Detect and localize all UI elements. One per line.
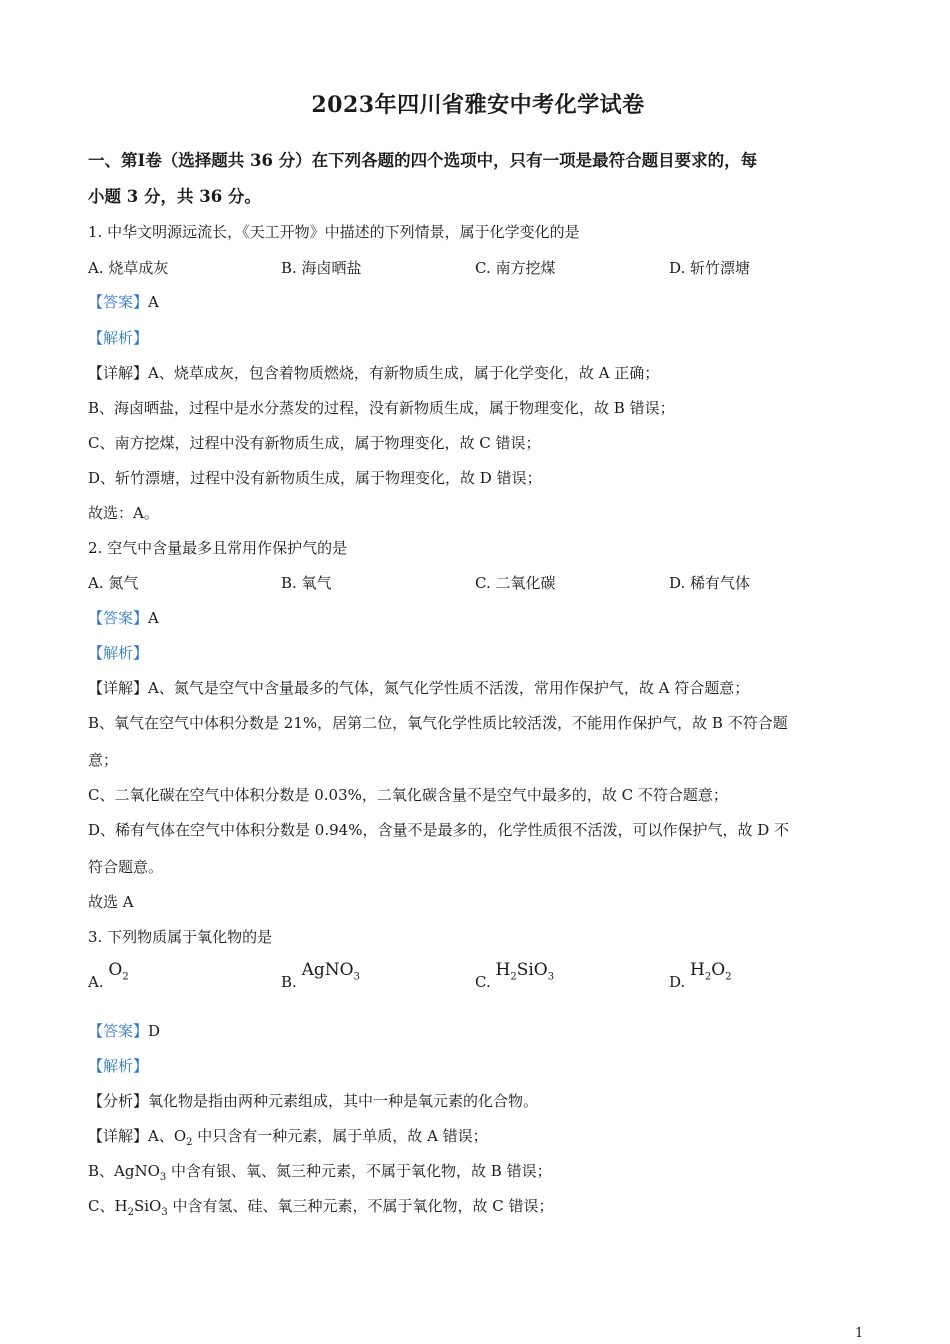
q3-analysis-label: 【解析】 xyxy=(88,1057,149,1075)
q3-option-a xyxy=(88,960,129,994)
section-heading-line2: 小题 3 分，共 36 分。 xyxy=(88,187,261,206)
answer-label: 【答案】 xyxy=(88,609,149,627)
option-letter: B. xyxy=(281,973,297,991)
q3-fenxi-text: 氧化物是指由两种元素组成，其中一种是氧元素的化合物。 xyxy=(148,1092,539,1110)
answer-label: 【答案】 xyxy=(88,293,149,311)
fenxi-label: 【分析】 xyxy=(88,1092,149,1110)
q1-analysis-label: 【解析】 xyxy=(88,329,149,347)
detail-label: 【详解】 xyxy=(88,364,149,382)
q3-detail-c: C、$H_2SiO_3$ 中含有氢、硅、氧三种元素，不属于氧化物，故 C 错误； xyxy=(88,1197,554,1218)
q1-option-a: A. 烧草成灰 xyxy=(88,259,169,277)
q2-detail-4: D、稀有气体在空气中体积分数是 0.94%，含量不是最多的，化学性质很不活泼，可以作保护气，故 D 不 xyxy=(88,821,790,839)
q2-option-c: C. 二氧化碳 xyxy=(475,574,556,592)
q2-detail-1 xyxy=(88,677,868,698)
page-number: 1 xyxy=(855,1326,864,1341)
page-title: 2023年四川省雅安中考化学试卷 xyxy=(311,92,645,118)
q2-stem: 2. 空气中含量最多且常用作保护气的是 xyxy=(88,539,348,557)
q1-option-c: C. 南方挖煤 xyxy=(475,259,556,277)
q2-detail-3: C、二氧化碳在空气中体积分数是 0.03%，二氧化碳含量不是空气中最多的，故 C 不符合题意； xyxy=(88,786,728,804)
answer-label: 【答案】 xyxy=(88,1022,149,1040)
q2-answer-value: A xyxy=(148,609,159,627)
option-letter: C. xyxy=(475,973,491,991)
section-heading-line1: 一、第Ⅰ卷（选择题共 36 分）在下列各题的四个选项中，只有一项是最符合题目要求的，每 xyxy=(88,151,758,170)
q2-answer xyxy=(88,607,868,628)
q3-answer xyxy=(88,1020,868,1041)
q2-conclusion: 故选 A xyxy=(88,893,134,911)
q2-detail-text-1: A、氮气是空气中含量最多的气体，氮气化学性质不活泼，常用作保护气，故 A 符合题意； xyxy=(148,679,750,697)
formula-h2o2: $H_2O_2$ xyxy=(690,960,732,983)
option-letter: D. xyxy=(669,973,686,991)
formula-agno3: AgNO$_3$ xyxy=(301,960,360,983)
q3-answer-value: D xyxy=(148,1022,161,1040)
q2-analysis-label: 【解析】 xyxy=(88,644,149,662)
q3-detail-a: 【详解】A、$O_2$ 中只含有一种元素，属于单质，故 A 错误； xyxy=(88,1127,488,1148)
formula-o2: $O_2$ xyxy=(108,960,129,983)
q3-option-c xyxy=(475,960,555,994)
q1-answer xyxy=(88,291,868,312)
q1-detail-3: C、南方挖煤，过程中没有新物质生成，属于物理变化，故 C 错误； xyxy=(88,434,541,452)
q3-stem: 3. 下列物质属于氧化物的是 xyxy=(88,928,273,946)
q1-conclusion: 故选：A。 xyxy=(88,504,159,522)
q1-option-b: B. 海卤晒盐 xyxy=(281,259,362,277)
q2-option-d: D. 稀有气体 xyxy=(669,574,751,592)
q3-option-d xyxy=(669,960,732,994)
q3-option-b xyxy=(281,960,360,994)
q3-fenxi xyxy=(88,1090,868,1111)
detail-label: 【详解】 xyxy=(88,1127,149,1145)
detail-label: 【详解】 xyxy=(88,679,149,697)
formula-h2sio3: $H_2SiO_3$ xyxy=(495,960,555,983)
q2-option-a: A. 氮气 xyxy=(88,574,139,592)
option-letter: A. xyxy=(88,973,104,991)
q1-detail-4: D、斩竹漂塘，过程中没有新物质生成，属于物理变化，故 D 错误； xyxy=(88,469,542,487)
q2-detail-2: B、氧气在空气中体积分数是 21%，居第二位，氧气化学性质比较活泼，不能用作保护气，故 B 不符合题 xyxy=(88,714,788,732)
q1-stem: 1. 中华文明源远流长，《天工开物》中描述的下列情景，属于化学变化的是 xyxy=(88,223,580,241)
q2-option-b: B. 氧气 xyxy=(281,574,332,592)
q1-detail-text-1: A、烧草成灰，包含着物质燃烧，有新物质生成，属于化学变化，故 A 正确； xyxy=(148,364,660,382)
q1-detail-1 xyxy=(88,362,868,383)
q2-detail-2-cont: 意； xyxy=(88,751,119,769)
q1-answer-value: A xyxy=(148,293,159,311)
q1-detail-2: B、海卤晒盐，过程中是水分蒸发的过程，没有新物质生成，属于物理变化，故 B 错误； xyxy=(88,399,675,417)
q1-option-d: D. 斩竹漂塘 xyxy=(669,259,751,277)
q3-detail-b: B、AgNO$_3$ 中含有银、氧、氮三种元素，不属于氧化物，故 B 错误； xyxy=(88,1162,552,1183)
q2-detail-4-cont: 符合题意。 xyxy=(88,858,164,876)
